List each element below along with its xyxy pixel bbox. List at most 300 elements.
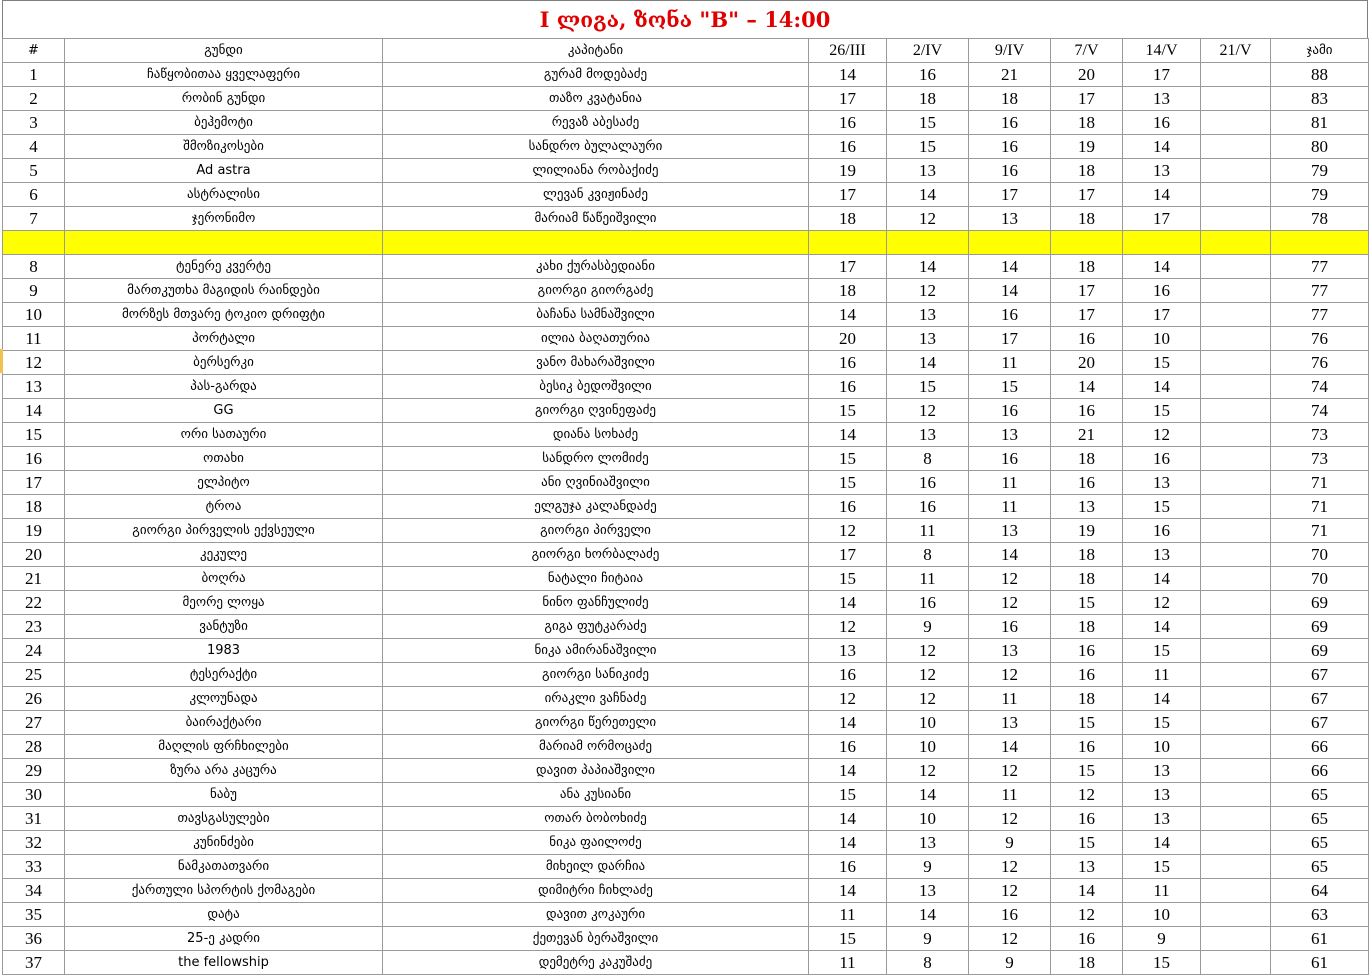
score-round-5-cell[interactable]: 14 [1123, 567, 1201, 591]
score-round-4-cell[interactable]: 18 [1051, 159, 1123, 183]
score-round-5-cell[interactable]: 10 [1123, 903, 1201, 927]
score-round-6-cell[interactable] [1201, 951, 1271, 975]
score-round-2-cell[interactable]: 16 [887, 495, 969, 519]
score-round-5-cell[interactable]: 12 [1123, 591, 1201, 615]
score-round-2-cell[interactable]: 9 [887, 855, 969, 879]
row-number-cell[interactable]: 25 [3, 663, 65, 687]
score-round-1-cell[interactable]: 14 [809, 807, 887, 831]
team-name-cell[interactable]: ჩაწყობითაა ყველაფერი [65, 63, 383, 87]
row-number-cell[interactable]: 24 [3, 639, 65, 663]
score-round-6-cell[interactable] [1201, 663, 1271, 687]
score-round-4-cell[interactable]: 16 [1051, 639, 1123, 663]
score-round-2-cell[interactable]: 16 [887, 63, 969, 87]
separator-cell[interactable] [1123, 231, 1201, 255]
row-number-cell[interactable]: 29 [3, 759, 65, 783]
score-round-3-cell[interactable]: 13 [969, 711, 1051, 735]
score-round-1-cell[interactable]: 16 [809, 375, 887, 399]
col-header-round-6[interactable]: 21/V [1201, 39, 1271, 63]
score-round-1-cell[interactable]: 18 [809, 207, 887, 231]
score-round-5-cell[interactable]: 17 [1123, 63, 1201, 87]
score-round-4-cell[interactable]: 20 [1051, 351, 1123, 375]
separator-cell[interactable] [887, 231, 969, 255]
row-number-cell[interactable]: 4 [3, 135, 65, 159]
score-round-4-cell[interactable]: 12 [1051, 783, 1123, 807]
score-round-2-cell[interactable]: 13 [887, 303, 969, 327]
score-round-5-cell[interactable]: 14 [1123, 615, 1201, 639]
row-number-cell[interactable]: 35 [3, 903, 65, 927]
score-round-1-cell[interactable]: 19 [809, 159, 887, 183]
score-round-6-cell[interactable] [1201, 255, 1271, 279]
score-round-6-cell[interactable] [1201, 159, 1271, 183]
score-round-1-cell[interactable]: 14 [809, 879, 887, 903]
score-round-4-cell[interactable]: 21 [1051, 423, 1123, 447]
score-round-3-cell[interactable]: 12 [969, 855, 1051, 879]
team-name-cell[interactable]: ვანტუზი [65, 615, 383, 639]
score-total-cell[interactable]: 81 [1271, 111, 1369, 135]
score-round-4-cell[interactable]: 14 [1051, 879, 1123, 903]
score-round-5-cell[interactable]: 13 [1123, 543, 1201, 567]
score-round-2-cell[interactable]: 13 [887, 159, 969, 183]
score-total-cell[interactable]: 80 [1271, 135, 1369, 159]
score-round-5-cell[interactable]: 14 [1123, 831, 1201, 855]
score-round-2-cell[interactable]: 8 [887, 447, 969, 471]
score-round-4-cell[interactable]: 20 [1051, 63, 1123, 87]
score-round-1-cell[interactable]: 12 [809, 687, 887, 711]
captain-name-cell[interactable]: დავით კოკაური [383, 903, 809, 927]
team-name-cell[interactable]: დატა [65, 903, 383, 927]
score-round-3-cell[interactable]: 15 [969, 375, 1051, 399]
score-total-cell[interactable]: 65 [1271, 831, 1369, 855]
score-round-2-cell[interactable]: 14 [887, 903, 969, 927]
score-total-cell[interactable]: 79 [1271, 159, 1369, 183]
score-round-3-cell[interactable]: 11 [969, 495, 1051, 519]
score-round-4-cell[interactable]: 16 [1051, 471, 1123, 495]
score-round-3-cell[interactable]: 11 [969, 351, 1051, 375]
score-round-3-cell[interactable]: 17 [969, 183, 1051, 207]
score-round-6-cell[interactable] [1201, 447, 1271, 471]
separator-cell[interactable] [1271, 231, 1369, 255]
captain-name-cell[interactable]: ელგუჯა კალანდაძე [383, 495, 809, 519]
score-round-5-cell[interactable]: 11 [1123, 663, 1201, 687]
score-round-6-cell[interactable] [1201, 615, 1271, 639]
score-total-cell[interactable]: 71 [1271, 519, 1369, 543]
captain-name-cell[interactable]: რევაზ აბესაძე [383, 111, 809, 135]
score-round-5-cell[interactable]: 13 [1123, 807, 1201, 831]
team-name-cell[interactable]: კეკულე [65, 543, 383, 567]
score-round-2-cell[interactable]: 8 [887, 543, 969, 567]
captain-name-cell[interactable]: ბესიკ ბედოშვილი [383, 375, 809, 399]
captain-name-cell[interactable]: ნატალი ჩიტაია [383, 567, 809, 591]
score-round-2-cell[interactable]: 8 [887, 951, 969, 975]
team-name-cell[interactable]: ნამკათათვარი [65, 855, 383, 879]
team-name-cell[interactable]: ჯერონიმო [65, 207, 383, 231]
score-round-2-cell[interactable]: 15 [887, 135, 969, 159]
score-round-6-cell[interactable] [1201, 87, 1271, 111]
score-round-2-cell[interactable]: 12 [887, 279, 969, 303]
team-name-cell[interactable]: 1983 [65, 639, 383, 663]
score-round-3-cell[interactable]: 21 [969, 63, 1051, 87]
score-round-4-cell[interactable]: 19 [1051, 519, 1123, 543]
score-round-2-cell[interactable]: 12 [887, 663, 969, 687]
team-name-cell[interactable]: ნაბუ [65, 783, 383, 807]
row-number-cell[interactable]: 13 [3, 375, 65, 399]
row-number-cell[interactable]: 8 [3, 255, 65, 279]
score-round-3-cell[interactable]: 9 [969, 831, 1051, 855]
score-round-6-cell[interactable] [1201, 855, 1271, 879]
row-number-cell[interactable]: 1 [3, 63, 65, 87]
score-total-cell[interactable]: 77 [1271, 279, 1369, 303]
score-round-4-cell[interactable]: 14 [1051, 375, 1123, 399]
score-total-cell[interactable]: 64 [1271, 879, 1369, 903]
captain-name-cell[interactable]: ვანო მახარაშვილი [383, 351, 809, 375]
score-total-cell[interactable]: 73 [1271, 447, 1369, 471]
score-total-cell[interactable]: 76 [1271, 327, 1369, 351]
score-round-3-cell[interactable]: 9 [969, 951, 1051, 975]
score-round-1-cell[interactable]: 13 [809, 639, 887, 663]
score-round-5-cell[interactable]: 10 [1123, 735, 1201, 759]
score-round-3-cell[interactable]: 13 [969, 519, 1051, 543]
score-total-cell[interactable]: 77 [1271, 255, 1369, 279]
score-round-2-cell[interactable]: 12 [887, 399, 969, 423]
team-name-cell[interactable]: მეორე ლოყა [65, 591, 383, 615]
score-round-3-cell[interactable]: 13 [969, 639, 1051, 663]
row-number-cell[interactable]: 19 [3, 519, 65, 543]
score-round-6-cell[interactable] [1201, 879, 1271, 903]
score-round-3-cell[interactable]: 13 [969, 207, 1051, 231]
score-total-cell[interactable]: 69 [1271, 615, 1369, 639]
row-number-cell[interactable]: 3 [3, 111, 65, 135]
score-round-4-cell[interactable]: 18 [1051, 207, 1123, 231]
score-round-1-cell[interactable]: 11 [809, 951, 887, 975]
score-round-6-cell[interactable] [1201, 687, 1271, 711]
row-number-cell[interactable]: 34 [3, 879, 65, 903]
score-round-3-cell[interactable]: 12 [969, 879, 1051, 903]
row-number-cell[interactable]: 36 [3, 927, 65, 951]
score-round-1-cell[interactable]: 14 [809, 711, 887, 735]
score-round-2-cell[interactable]: 13 [887, 831, 969, 855]
score-round-1-cell[interactable]: 14 [809, 591, 887, 615]
score-round-6-cell[interactable] [1201, 207, 1271, 231]
score-round-1-cell[interactable]: 15 [809, 471, 887, 495]
score-round-4-cell[interactable]: 13 [1051, 495, 1123, 519]
row-number-cell[interactable]: 21 [3, 567, 65, 591]
captain-name-cell[interactable]: მარიამ ორმოცაძე [383, 735, 809, 759]
score-round-1-cell[interactable]: 15 [809, 399, 887, 423]
team-name-cell[interactable]: ბეჰემოტი [65, 111, 383, 135]
row-number-cell[interactable]: 6 [3, 183, 65, 207]
score-round-1-cell[interactable]: 14 [809, 303, 887, 327]
score-round-2-cell[interactable]: 9 [887, 615, 969, 639]
score-round-2-cell[interactable]: 15 [887, 111, 969, 135]
score-total-cell[interactable]: 66 [1271, 735, 1369, 759]
captain-name-cell[interactable]: დემეტრე კაკუშაძე [383, 951, 809, 975]
score-round-2-cell[interactable]: 13 [887, 327, 969, 351]
row-number-cell[interactable]: 31 [3, 807, 65, 831]
score-round-3-cell[interactable]: 11 [969, 687, 1051, 711]
score-round-5-cell[interactable]: 15 [1123, 351, 1201, 375]
score-round-5-cell[interactable]: 14 [1123, 135, 1201, 159]
score-round-1-cell[interactable]: 12 [809, 615, 887, 639]
score-round-1-cell[interactable]: 14 [809, 63, 887, 87]
score-round-5-cell[interactable]: 15 [1123, 399, 1201, 423]
captain-name-cell[interactable]: გიორგი პირველი [383, 519, 809, 543]
separator-cell[interactable] [1051, 231, 1123, 255]
score-round-1-cell[interactable]: 14 [809, 759, 887, 783]
sheet-title[interactable]: I ლიგა, ზონა "B" – 14:00 [2, 0, 1368, 38]
score-round-4-cell[interactable]: 15 [1051, 759, 1123, 783]
score-round-3-cell[interactable]: 16 [969, 159, 1051, 183]
score-round-6-cell[interactable] [1201, 807, 1271, 831]
score-total-cell[interactable]: 70 [1271, 543, 1369, 567]
score-round-2-cell[interactable]: 9 [887, 927, 969, 951]
score-total-cell[interactable]: 77 [1271, 303, 1369, 327]
score-round-6-cell[interactable] [1201, 567, 1271, 591]
score-round-5-cell[interactable]: 13 [1123, 471, 1201, 495]
captain-name-cell[interactable]: ნიკა ამირანაშვილი [383, 639, 809, 663]
score-round-2-cell[interactable]: 14 [887, 183, 969, 207]
row-number-cell[interactable]: 9 [3, 279, 65, 303]
col-header-number[interactable]: # [3, 39, 65, 63]
score-round-4-cell[interactable]: 17 [1051, 87, 1123, 111]
score-total-cell[interactable]: 65 [1271, 807, 1369, 831]
score-round-2-cell[interactable]: 18 [887, 87, 969, 111]
score-round-3-cell[interactable]: 16 [969, 903, 1051, 927]
row-number-cell[interactable]: 33 [3, 855, 65, 879]
team-name-cell[interactable]: GG [65, 399, 383, 423]
score-round-2-cell[interactable]: 10 [887, 735, 969, 759]
col-header-round-3[interactable]: 9/IV [969, 39, 1051, 63]
team-name-cell[interactable]: ზურა არა კაცურა [65, 759, 383, 783]
team-name-cell[interactable]: ტენერე კვერტე [65, 255, 383, 279]
captain-name-cell[interactable]: დიმიტრი ჩიხლაძე [383, 879, 809, 903]
captain-name-cell[interactable]: ნინო ფანჩულიძე [383, 591, 809, 615]
score-total-cell[interactable]: 67 [1271, 687, 1369, 711]
score-round-5-cell[interactable]: 16 [1123, 447, 1201, 471]
score-round-1-cell[interactable]: 16 [809, 663, 887, 687]
team-name-cell[interactable]: პას-გარდა [65, 375, 383, 399]
team-name-cell[interactable]: ბოღრა [65, 567, 383, 591]
score-round-4-cell[interactable]: 12 [1051, 903, 1123, 927]
team-name-cell[interactable]: the fellowship [65, 951, 383, 975]
score-round-4-cell[interactable]: 19 [1051, 135, 1123, 159]
captain-name-cell[interactable]: გიორგი სანიკიძე [383, 663, 809, 687]
score-round-3-cell[interactable]: 18 [969, 87, 1051, 111]
score-round-2-cell[interactable]: 14 [887, 351, 969, 375]
score-round-5-cell[interactable]: 15 [1123, 951, 1201, 975]
score-round-1-cell[interactable]: 16 [809, 135, 887, 159]
score-round-6-cell[interactable] [1201, 279, 1271, 303]
score-round-3-cell[interactable]: 11 [969, 471, 1051, 495]
separator-cell[interactable] [969, 231, 1051, 255]
score-round-1-cell[interactable]: 17 [809, 87, 887, 111]
score-total-cell[interactable]: 66 [1271, 759, 1369, 783]
score-round-4-cell[interactable]: 16 [1051, 327, 1123, 351]
team-name-cell[interactable]: ტროა [65, 495, 383, 519]
score-round-2-cell[interactable]: 12 [887, 639, 969, 663]
score-round-4-cell[interactable]: 18 [1051, 111, 1123, 135]
score-round-1-cell[interactable]: 15 [809, 783, 887, 807]
row-number-cell[interactable]: 10 [3, 303, 65, 327]
score-round-4-cell[interactable]: 13 [1051, 855, 1123, 879]
score-total-cell[interactable]: 76 [1271, 351, 1369, 375]
score-round-5-cell[interactable]: 13 [1123, 159, 1201, 183]
score-round-6-cell[interactable] [1201, 135, 1271, 159]
col-header-captain[interactable]: კაპიტანი [383, 39, 809, 63]
team-name-cell[interactable]: გიორგი პირველის ექვსეული [65, 519, 383, 543]
score-round-4-cell[interactable]: 18 [1051, 615, 1123, 639]
score-round-4-cell[interactable]: 16 [1051, 927, 1123, 951]
row-number-cell[interactable]: 14 [3, 399, 65, 423]
score-round-6-cell[interactable] [1201, 519, 1271, 543]
score-total-cell[interactable]: 83 [1271, 87, 1369, 111]
score-round-5-cell[interactable]: 14 [1123, 375, 1201, 399]
score-round-3-cell[interactable]: 16 [969, 111, 1051, 135]
score-total-cell[interactable]: 88 [1271, 63, 1369, 87]
captain-name-cell[interactable]: ანი ღვინიაშვილი [383, 471, 809, 495]
team-name-cell[interactable]: რობინ გუნდი [65, 87, 383, 111]
score-round-1-cell[interactable]: 16 [809, 351, 887, 375]
score-total-cell[interactable]: 69 [1271, 639, 1369, 663]
captain-name-cell[interactable]: თაზო კვატანია [383, 87, 809, 111]
score-round-2-cell[interactable]: 13 [887, 423, 969, 447]
score-total-cell[interactable]: 74 [1271, 375, 1369, 399]
score-round-6-cell[interactable] [1201, 351, 1271, 375]
score-round-3-cell[interactable]: 14 [969, 543, 1051, 567]
captain-name-cell[interactable]: გიორგი ხორბალაძე [383, 543, 809, 567]
score-round-5-cell[interactable]: 14 [1123, 255, 1201, 279]
col-header-round-1[interactable]: 26/III [809, 39, 887, 63]
row-number-cell[interactable]: 17 [3, 471, 65, 495]
score-round-3-cell[interactable]: 12 [969, 807, 1051, 831]
score-round-6-cell[interactable] [1201, 111, 1271, 135]
row-number-cell[interactable]: 37 [3, 951, 65, 975]
score-round-1-cell[interactable]: 16 [809, 735, 887, 759]
score-round-6-cell[interactable] [1201, 639, 1271, 663]
score-round-4-cell[interactable]: 18 [1051, 687, 1123, 711]
score-round-3-cell[interactable]: 16 [969, 135, 1051, 159]
score-total-cell[interactable]: 74 [1271, 399, 1369, 423]
score-round-6-cell[interactable] [1201, 903, 1271, 927]
score-round-4-cell[interactable]: 15 [1051, 831, 1123, 855]
score-round-5-cell[interactable]: 17 [1123, 207, 1201, 231]
score-round-1-cell[interactable]: 16 [809, 855, 887, 879]
score-round-1-cell[interactable]: 14 [809, 831, 887, 855]
score-round-3-cell[interactable]: 16 [969, 447, 1051, 471]
score-round-3-cell[interactable]: 12 [969, 759, 1051, 783]
score-total-cell[interactable]: 65 [1271, 855, 1369, 879]
row-number-cell[interactable]: 23 [3, 615, 65, 639]
score-round-3-cell[interactable]: 14 [969, 279, 1051, 303]
score-round-3-cell[interactable]: 13 [969, 423, 1051, 447]
score-round-5-cell[interactable]: 17 [1123, 303, 1201, 327]
score-round-6-cell[interactable] [1201, 783, 1271, 807]
score-round-5-cell[interactable]: 12 [1123, 423, 1201, 447]
score-round-3-cell[interactable]: 17 [969, 327, 1051, 351]
captain-name-cell[interactable]: გიორგი წერეთელი [383, 711, 809, 735]
score-round-4-cell[interactable]: 17 [1051, 183, 1123, 207]
score-round-1-cell[interactable]: 16 [809, 495, 887, 519]
captain-name-cell[interactable]: კახი ქურასბედიანი [383, 255, 809, 279]
captain-name-cell[interactable]: ილია ბაღათურია [383, 327, 809, 351]
score-round-4-cell[interactable]: 16 [1051, 663, 1123, 687]
captain-name-cell[interactable]: სანდრო ბულალაური [383, 135, 809, 159]
team-name-cell[interactable]: თავსგასულები [65, 807, 383, 831]
team-name-cell[interactable]: 25-ე კადრი [65, 927, 383, 951]
score-total-cell[interactable]: 63 [1271, 903, 1369, 927]
score-round-2-cell[interactable]: 12 [887, 687, 969, 711]
score-round-2-cell[interactable]: 12 [887, 207, 969, 231]
row-number-cell[interactable]: 2 [3, 87, 65, 111]
score-round-6-cell[interactable] [1201, 423, 1271, 447]
captain-name-cell[interactable]: გურამ მოდებაძე [383, 63, 809, 87]
col-header-total[interactable]: ჯამი [1271, 39, 1369, 63]
score-round-6-cell[interactable] [1201, 711, 1271, 735]
team-name-cell[interactable]: მაღლის ფრჩხილები [65, 735, 383, 759]
score-round-6-cell[interactable] [1201, 735, 1271, 759]
score-round-1-cell[interactable]: 15 [809, 927, 887, 951]
row-number-cell[interactable]: 5 [3, 159, 65, 183]
score-round-4-cell[interactable]: 17 [1051, 279, 1123, 303]
score-round-2-cell[interactable]: 10 [887, 711, 969, 735]
row-number-cell[interactable]: 27 [3, 711, 65, 735]
captain-name-cell[interactable]: ლილიანა რობაქიძე [383, 159, 809, 183]
score-round-6-cell[interactable] [1201, 759, 1271, 783]
score-round-5-cell[interactable]: 15 [1123, 639, 1201, 663]
score-round-5-cell[interactable]: 15 [1123, 495, 1201, 519]
team-name-cell[interactable]: ორი სათაური [65, 423, 383, 447]
score-round-6-cell[interactable] [1201, 591, 1271, 615]
score-round-5-cell[interactable]: 14 [1123, 183, 1201, 207]
score-round-1-cell[interactable]: 14 [809, 423, 887, 447]
team-name-cell[interactable]: მორზეს მთვარე ტოკიო დრიფტი [65, 303, 383, 327]
score-round-1-cell[interactable]: 17 [809, 183, 887, 207]
score-round-5-cell[interactable]: 9 [1123, 927, 1201, 951]
captain-name-cell[interactable]: ბაჩანა სამნაშვილი [383, 303, 809, 327]
score-total-cell[interactable]: 79 [1271, 183, 1369, 207]
team-name-cell[interactable]: პორტალი [65, 327, 383, 351]
score-round-1-cell[interactable]: 15 [809, 447, 887, 471]
score-round-5-cell[interactable]: 14 [1123, 687, 1201, 711]
row-number-cell[interactable]: 20 [3, 543, 65, 567]
row-number-cell[interactable]: 12 [3, 351, 65, 375]
score-round-4-cell[interactable]: 16 [1051, 807, 1123, 831]
captain-name-cell[interactable]: გიორგი ღვინეფაძე [383, 399, 809, 423]
row-number-cell[interactable]: 28 [3, 735, 65, 759]
score-round-1-cell[interactable]: 17 [809, 543, 887, 567]
col-header-round-2[interactable]: 2/IV [887, 39, 969, 63]
score-round-2-cell[interactable]: 11 [887, 567, 969, 591]
score-round-5-cell[interactable]: 11 [1123, 879, 1201, 903]
score-round-5-cell[interactable]: 13 [1123, 759, 1201, 783]
score-round-1-cell[interactable]: 11 [809, 903, 887, 927]
team-name-cell[interactable]: ასტრალისი [65, 183, 383, 207]
score-round-2-cell[interactable]: 15 [887, 375, 969, 399]
score-round-1-cell[interactable]: 20 [809, 327, 887, 351]
team-name-cell[interactable]: ელპიტო [65, 471, 383, 495]
captain-name-cell[interactable]: ირაკლი ვაჩნაძე [383, 687, 809, 711]
captain-name-cell[interactable]: დიანა სოხაძე [383, 423, 809, 447]
score-round-3-cell[interactable]: 12 [969, 927, 1051, 951]
score-round-4-cell[interactable]: 17 [1051, 303, 1123, 327]
score-round-3-cell[interactable]: 16 [969, 303, 1051, 327]
score-round-3-cell[interactable]: 12 [969, 663, 1051, 687]
team-name-cell[interactable]: ტესერაქტი [65, 663, 383, 687]
score-total-cell[interactable]: 71 [1271, 495, 1369, 519]
captain-name-cell[interactable]: ანა კუსიანი [383, 783, 809, 807]
captain-name-cell[interactable]: მარიამ წაწეიშვილი [383, 207, 809, 231]
row-number-cell[interactable]: 32 [3, 831, 65, 855]
separator-cell[interactable] [383, 231, 809, 255]
